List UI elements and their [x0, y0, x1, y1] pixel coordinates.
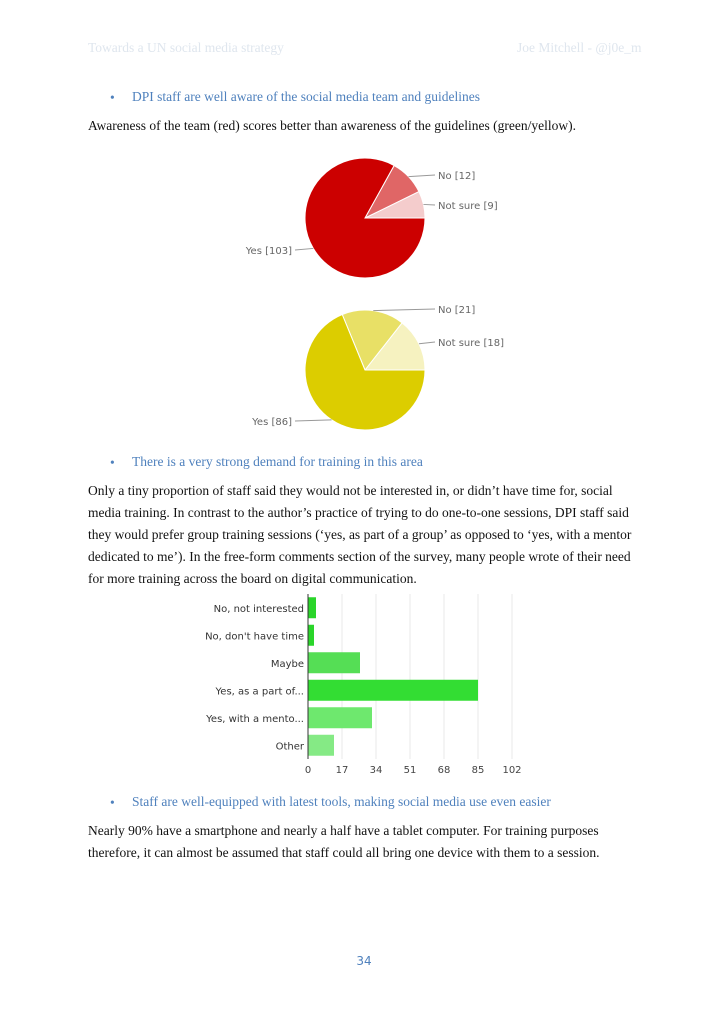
bar-2: [308, 652, 360, 673]
bar-4: [308, 707, 372, 728]
pie1-label-0: Yes [103]: [245, 246, 292, 257]
pie2-leader-2: [419, 342, 435, 344]
bar-xtick-label: 34: [369, 765, 383, 776]
bar-category-label: No, not interested: [213, 603, 304, 615]
bar-xtick-label: 0: [304, 765, 312, 776]
pie2-leader-0: [295, 420, 332, 421]
awareness-pie-charts: [240, 150, 530, 435]
bar-category-label: No, don't have time: [205, 631, 304, 643]
bullet-training-text: There is a very strong demand for training in this area: [132, 454, 423, 469]
paragraph-tools: Nearly 90% have a smartphone and nearly a half have a tablet computer. For training purposes therefore, it can almost be assumed that staff could all bring one device with them to a session.: [88, 823, 600, 860]
bar-xtick-label: 51: [403, 765, 417, 776]
pie2-leader-1: [373, 309, 435, 311]
bar-3: [308, 680, 478, 701]
pie2-label-0: Yes [86]: [252, 417, 292, 428]
pie1-leader-2: [423, 204, 435, 205]
paragraph-awareness: Awareness of the team (red) scores better than awareness of the guidelines (green/yellow).: [88, 118, 576, 133]
bullet-dot-icon: •: [110, 795, 115, 810]
team-awareness-pie: [245, 158, 498, 278]
header-left-text: Towards a UN social media strategy: [88, 40, 284, 55]
bullet-tools-text: Staff are well-equipped with latest tools, making social media use even easier: [132, 794, 551, 809]
bar-xtick-label: 102: [502, 765, 522, 776]
bar-category-label: Maybe: [270, 658, 304, 670]
training-bars: [205, 594, 521, 776]
bar-category-label: Yes, with a mento...: [206, 713, 304, 725]
bar-xtick-label: 17: [335, 765, 349, 776]
bar-5: [308, 735, 334, 756]
page-number: 34: [356, 954, 372, 968]
bar-xtick-label: 85: [471, 765, 485, 776]
bar-category-label: Other: [275, 741, 304, 753]
pie2-label-1: No [21]: [438, 305, 476, 316]
pie1-label-1: No [12]: [438, 171, 476, 182]
pie2-label-2: Not sure [18]: [438, 338, 504, 349]
pie1-leader-0: [295, 248, 313, 250]
pie1-label-2: Not sure [9]: [438, 201, 498, 212]
training-bar-chart: [200, 590, 540, 780]
bar-0: [308, 597, 316, 618]
paragraph-training: Only a tiny proportion of staff said they would not be interested in, or didn’t have time for, social media training. In contrast to the author’s practice of trying to do one-to-one sessions, DPI staff said they would prefer group training sessions (‘yes, as part of a group’ as opposed to ‘yes, with a mentor dedicated to me’). In the free-form comments section of the survey, many people wrote of their need for more training across the board on digital communication.: [88, 483, 632, 586]
bar-1: [308, 625, 314, 646]
guidelines-awareness-pie: [251, 305, 504, 430]
header-right-text: Joe Mitchell - @j0e_m: [517, 40, 642, 55]
bar-xtick-label: 68: [437, 765, 451, 776]
pie1-leader-1: [408, 175, 435, 177]
bar-category-label: Yes, as a part of...: [215, 686, 304, 698]
bullet-dot-icon: •: [110, 90, 115, 105]
bullet-awareness-text: DPI staff are well aware of the social media team and guidelines: [132, 89, 480, 104]
bullet-dot-icon: •: [110, 455, 115, 470]
